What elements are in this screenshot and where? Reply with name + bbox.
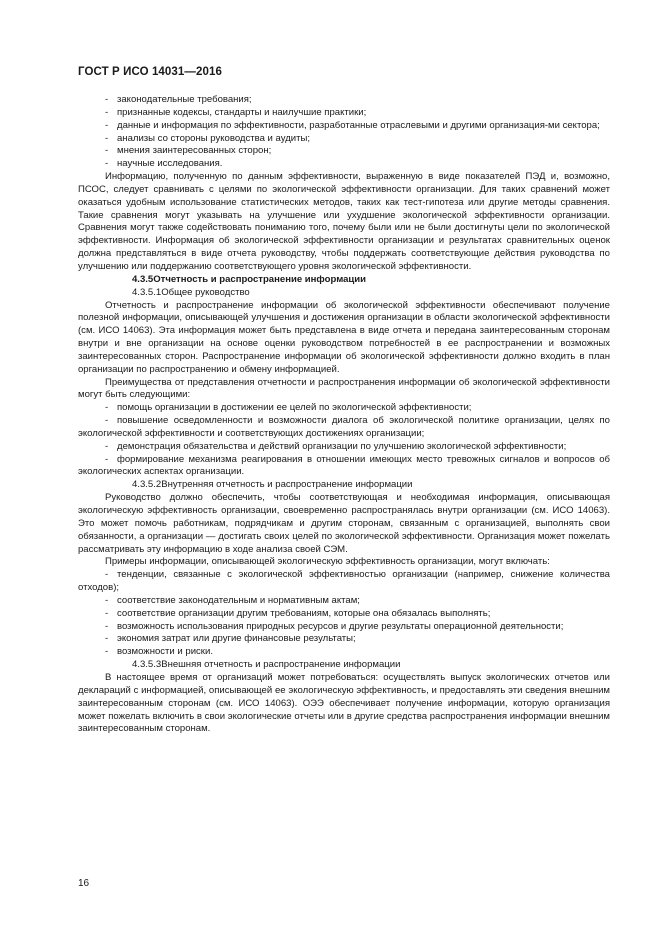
- section-number: 4.3.5.1: [132, 286, 162, 298]
- list-item: [78, 621, 610, 634]
- dash-marker: -: [105, 94, 109, 105]
- list-item: [78, 595, 610, 608]
- list-item-text: помощь организации в достижении ее целей по экологической эффективности;: [117, 402, 472, 414]
- list-item: [78, 94, 610, 107]
- list-item-text: законодательные требования;: [117, 94, 252, 105]
- section-heading-4-3-5-3: [78, 659, 610, 672]
- list-item: [78, 415, 610, 441]
- page-number: 16: [78, 878, 90, 889]
- list-item-text: научные исследования.: [117, 158, 223, 170]
- paragraph-benefits-intro: Преимущества от представления отчетности и распространения информации об экологической эффективности могут быть следующими:: [78, 376, 610, 401]
- list-item: [78, 569, 610, 595]
- section-title: Внутренняя отчетность и распространение информации: [161, 479, 413, 491]
- dash-marker: -: [105, 145, 109, 157]
- dash-marker: -: [105, 415, 109, 427]
- list-item: [78, 120, 610, 133]
- paragraph-performance-info: Информацию, полученную по данным эффективности, выраженную в виде показателей ПЭД и, возможно, ПСОС, следует сравнивать с целями по экологической эффективности организации. Для таких сравнений может оказаться удобным использование статистических методов, таких как тест-гипотеза или другие методы сравнения. Такие сравнения могут указывать на улучшение или ухудшение экологической эффективности организации. Сравнения могут также содействовать пониманию того, почему были или не были достигнуты цели по экологической эффективности. Информация об экологической эффективности организации и результатах сравнительных оценок должна представляться в виде отчета руководству, чтобы поддержать соответствующие действия руководства по улучшению или поддержанию соответствующего уровня экологической эффективности.: [78, 171, 610, 272]
- list-item: [78, 646, 610, 659]
- list-item: [78, 454, 610, 480]
- section-heading-4-3-5-2: [78, 479, 610, 492]
- dash-marker: -: [105, 119, 109, 131]
- paragraph-internal-reporting: Руководство должно обеспечить, чтобы соответствующая и необходимая информация, описывающая экологическую эффективность организации, своевременно распространялась внутри организации (см. ИСО 14063). Это может помочь работникам, подрядчикам и другим сторонам, связанным с организацией, выполнять свои обязанности, а организации — достигать своих целей по экологической эффективности. Организация может пожелать рассматривать эту информацию в ходе анализа своей СЭМ.: [78, 492, 610, 555]
- section-heading-4-3-5-1: [78, 287, 610, 300]
- dash-marker: -: [105, 569, 109, 581]
- document-body: [78, 94, 610, 736]
- list-item-text: соответствие законодательным и нормативным актам;: [117, 594, 360, 606]
- list-item-text: признанные кодексы, стандарты и наилучшие практики;: [117, 106, 367, 118]
- list-item-text: возможность использования природных ресурсов и другие результаты операционной деятельности;: [117, 620, 564, 632]
- list-item: [78, 441, 610, 454]
- list-item-text: данные и информация по эффективности, разработанные отраслевыми и другими организация-ми сектора;: [117, 119, 600, 131]
- list-item-text: повышение осведомленности и возможности диалога об экологической политике организации, целях по экологической эффективности и соответствующих достижениях организации;: [78, 415, 610, 439]
- paragraph-examples-intro: Примеры информации, описывающей экологическую эффективность организации, могут включать:: [105, 556, 550, 568]
- dash-marker: -: [105, 607, 109, 619]
- list-item: [78, 158, 610, 171]
- list-item-text: экономия затрат или другие финансовые результаты;: [117, 633, 356, 645]
- section-heading-4-3-5: [78, 274, 610, 287]
- list-item-text: демонстрация обязательства и действий организации по улучшению экологической эффективности;: [117, 440, 567, 452]
- list-item-text: анализы со стороны руководства и аудиты;: [117, 132, 310, 144]
- dash-marker: -: [105, 453, 109, 465]
- section-number: 4.3.5: [132, 273, 154, 285]
- list-item: [78, 633, 610, 646]
- dash-marker: -: [105, 132, 109, 144]
- section-title: Внешняя отчетность и распространение информации: [161, 659, 401, 671]
- dash-marker: -: [105, 440, 109, 452]
- list-item: [78, 107, 610, 120]
- list-item-text: мнения заинтересованных сторон;: [117, 145, 272, 157]
- document-header: ГОСТ Р ИСО 14031—2016: [78, 66, 223, 78]
- paragraph-general-guidance: Отчетность и распространение информации об экологической эффективности обеспечивают получение полезной информации, описывающей улучшения и достижения организации в области экологической эффективности (см. ИСО 14063). Эта информация может быть представлена в виде отчета и передана заинтересованным сторонам внутри и вне организации на основе оценки руководством потребностей в ее распространении и возможных заинтересованных сторон. Распространение информации об экологической эффективности должно входить в план организации по распространению и обмену информацией.: [78, 299, 610, 375]
- list-item: [78, 402, 610, 415]
- dash-marker: -: [105, 402, 109, 414]
- dash-marker: -: [105, 646, 109, 658]
- section-title: Отчетность и распространение информации: [153, 273, 367, 285]
- dash-marker: -: [105, 594, 109, 606]
- list-item: [78, 145, 610, 158]
- section-title: Общее руководство: [161, 286, 250, 298]
- list-item-text: соответствие организации другим требованиям, которые она обязалась выполнять;: [117, 607, 491, 619]
- list-item: [78, 133, 610, 146]
- dash-marker: -: [105, 633, 109, 645]
- list-item: [78, 608, 610, 621]
- list-item-text: тенденции, связанные с экологической эффективностью организации (например, снижение количества отходов);: [78, 569, 610, 594]
- list-item-text: формирование механизма реагирования в отношении имеющих место тревожных сигналов и вопросов об экологических аспектах организации.: [78, 453, 610, 478]
- dash-marker: -: [105, 620, 109, 632]
- dash-marker: -: [105, 158, 109, 170]
- paragraph-external-reporting: В настоящее время от организаций может потребоваться: осуществлять выпуск экологических отчетов или деклараций с информацией, описывающей ее экологическую эффективность, и предоставлять эти сведения внешним заинтересованным сторонам (см. ИСО 14063). ОЭЭ обеспечивает получение информации, которую организация может пожелать включить в свои экологические отчеты или в другие средства распространения информации внешним заинтересованным сторонам.: [78, 671, 610, 735]
- section-number: 4.3.5.3: [132, 659, 162, 671]
- section-number: 4.3.5.2: [132, 479, 162, 491]
- dash-marker: -: [105, 106, 109, 118]
- list-item-text: возможности и риски.: [117, 646, 213, 658]
